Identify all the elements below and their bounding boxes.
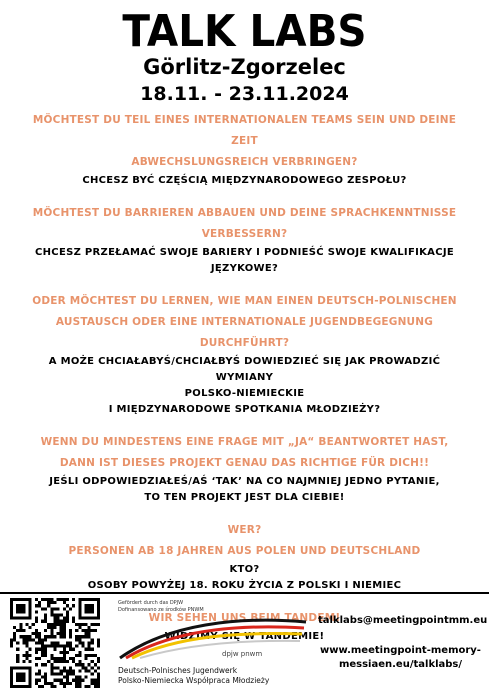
german-text: AUSTAUSCH ODER EINE INTERNATIONALE JUGENDBEGEGNUNG DURCHFÜHRT? <box>55 316 434 349</box>
german-text: WER? <box>227 524 262 536</box>
section-language <box>0 203 489 277</box>
german-text: WIR SEHEN UNS BEIM TANDEM! <box>148 612 341 624</box>
polish-text: CHCESZ PRZEŁAMAĆ SWOJE BARIERY I PODNIEŚĆ SWOJE KWALIFIKACJE <box>35 247 454 258</box>
polish-text: JEŚLI ODPOWIEDZIAŁEŚ/AŚ ‘TAK’ NA CO NAJMNIEJ JEDNO PYTANIE, <box>49 476 440 487</box>
german-text: MÖCHTEST DU TEIL EINES INTERNATIONALEN TEAMS SEIN UND DEINE ZEIT <box>32 114 457 147</box>
german-text: ODER MÖCHTEST DU LERNEN, WIE MAN EINEN DEUTSCH-POLNISCHEN <box>32 295 457 307</box>
dpjw-logo <box>118 614 308 660</box>
contact-url-line2: messiaen.eu/talklabs/ <box>338 659 463 670</box>
polish-text: A MOŻE CHCIAŁABYŚ/CHCIAŁBYŚ DOWIEDZIEĆ SIĘ JAK PROWADZIĆ WYMIANY <box>48 356 441 383</box>
org-names <box>118 666 269 686</box>
polish-text: TO TEN PROJEKT JEST DLA CIEBIE! <box>144 492 345 503</box>
funder-text-pl: Dofinansowano ze środków PNWM <box>118 607 204 613</box>
poster-title: TALK LABS <box>122 6 367 57</box>
german-text: DANN IST DIESES PROJEKT GENAU DAS RICHTIGE FÜR DICH!! <box>59 457 430 469</box>
poster-dates: 18.11. - 23.11.2024 <box>140 83 349 105</box>
polish-text: CHCESZ BYĆ CZĘŚCIĄ MIĘDZYNARODOWEGO ZESPOŁU? <box>82 175 407 186</box>
section-team <box>0 110 489 189</box>
qr-code[interactable] <box>10 598 100 688</box>
polish-text: KTO? <box>229 564 260 575</box>
polish-text: I MIĘDZYNARODOWE SPOTKANIA MŁODZIEŻY? <box>108 404 381 415</box>
section-answer <box>0 432 489 506</box>
footer-divider <box>0 592 489 594</box>
poster-content <box>0 110 489 645</box>
german-text: ABWECHSLUNGSREICH VERBRINGEN? <box>131 156 358 168</box>
funder-text-de: Gefördert durch das DPJW <box>118 600 184 606</box>
polish-text: JĘZYKOWE? <box>210 263 279 274</box>
logo-text: dpjw pnwm <box>222 650 263 658</box>
german-text: WENN DU MINDESTENS EINE FRAGE MIT „JA“ BEANTWORTET HAST, <box>40 436 449 448</box>
german-text: VERBESSERN? <box>201 228 288 240</box>
german-text: PERSONEN AB 18 JAHREN AUS POLEN UND DEUTSCHLAND <box>68 545 421 557</box>
section-who <box>0 520 489 594</box>
polish-text: WIDZIMY SIĘ W TANDEMIE! <box>164 631 325 642</box>
funder-logo-area <box>118 600 318 692</box>
german-text: MÖCHTEST DU BARRIEREN ABBAUEN UND DEINE SPRACHKENNTNISSE <box>32 207 457 219</box>
section-exchange <box>0 291 489 418</box>
contact-email[interactable]: talklabs@meetingpointmm.eu <box>318 615 488 626</box>
polish-text: OSOBY POWYŻEJ 18. ROKU ŻYCIA Z POLSKI I NIEMIEC <box>87 580 402 591</box>
org-name-pl: Polsko-Niemiecka Współpraca Młodzieży <box>118 676 270 685</box>
poster-subtitle: Görlitz-Zgorzelec <box>143 55 346 79</box>
contact-url-line1: www.meetingpoint-memory- <box>320 645 481 656</box>
org-name-de: Deutsch-Polnisches Jugendwerk <box>118 666 238 675</box>
polish-text: POLSKO-NIEMIECKIE <box>184 388 305 399</box>
contact-url[interactable] <box>318 644 483 672</box>
